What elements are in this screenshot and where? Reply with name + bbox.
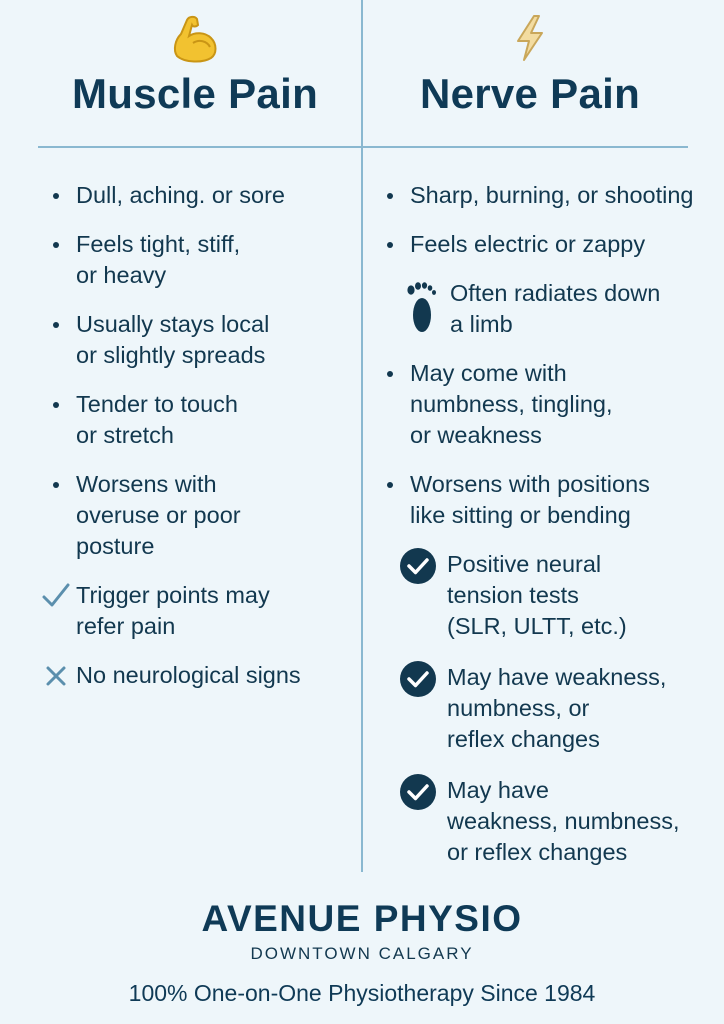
bullet-icon (38, 389, 74, 420)
list-item (372, 278, 717, 340)
list-item-text: Sharp, burning, or shooting (410, 182, 694, 208)
list-item-text: Often radiates down a limb (450, 280, 661, 337)
list-item (372, 549, 717, 642)
bullet-icon (38, 180, 74, 211)
list-item (372, 358, 717, 451)
list-item-text: Trigger points may refer pain (76, 582, 270, 639)
footprint-icon (404, 278, 438, 340)
list-item (38, 389, 356, 451)
flexed-biceps-icon (40, 10, 350, 66)
brand-name: AVENUE PHYSIO (201, 898, 523, 939)
column-divider (361, 0, 363, 872)
list-item (38, 660, 356, 691)
list-item-text: Worsens with overuse or poor posture (76, 471, 241, 559)
muscle-pain-header (40, 10, 350, 118)
list-item (372, 229, 717, 260)
bullet-icon (372, 358, 408, 389)
bullet-icon (38, 229, 74, 260)
cross-icon (38, 660, 74, 691)
list-item-text: May have weakness, numbness, or reflex changes (447, 664, 667, 752)
list-item (38, 580, 356, 642)
list-item-text: Tender to touch or stretch (76, 391, 238, 448)
header-divider (38, 146, 688, 148)
list-item-text: No neurological signs (76, 662, 301, 688)
check-circle-icon (398, 659, 438, 699)
check-circle-icon (398, 772, 438, 812)
muscle-pain-list (38, 180, 356, 709)
list-item (372, 180, 717, 211)
list-item-text: Worsens with positions like sitting or bending (410, 471, 650, 528)
list-item (372, 662, 717, 755)
check-circle-icon (398, 546, 438, 586)
list-item-text: May come with numbness, tingling, or weakness (410, 360, 613, 448)
list-item-text: Feels tight, stiff, or heavy (76, 231, 241, 288)
list-item-text: Feels electric or zappy (410, 231, 646, 257)
list-item-text: Dull, aching. or sore (76, 182, 285, 208)
list-item (38, 229, 356, 291)
bullet-icon (372, 180, 408, 211)
bullet-icon (372, 229, 408, 260)
list-item-text: Usually stays local or slightly spreads (76, 311, 270, 368)
list-item (38, 180, 356, 211)
checkmark-icon (38, 580, 74, 611)
list-item-text: May have weakness, numbness, or reflex changes (447, 777, 680, 865)
tagline: 100% One-on-One Physiotherapy Since 1984 (128, 980, 596, 1006)
lightning-bolt-icon (372, 10, 688, 66)
nerve-pain-title: Nerve Pain (419, 70, 641, 117)
list-item (38, 469, 356, 562)
muscle-pain-title: Muscle Pain (71, 70, 319, 117)
list-item (38, 309, 356, 371)
nerve-pain-header (372, 10, 688, 118)
list-item-text: Positive neural tension tests (SLR, ULTT, etc.) (447, 551, 627, 639)
list-item (372, 469, 717, 531)
bullet-icon (38, 309, 74, 340)
list-item (372, 775, 717, 868)
brand-location: DOWNTOWN CALGARY (250, 944, 474, 963)
bullet-icon (38, 469, 74, 500)
nerve-pain-list (372, 180, 717, 888)
bullet-icon (372, 469, 408, 500)
